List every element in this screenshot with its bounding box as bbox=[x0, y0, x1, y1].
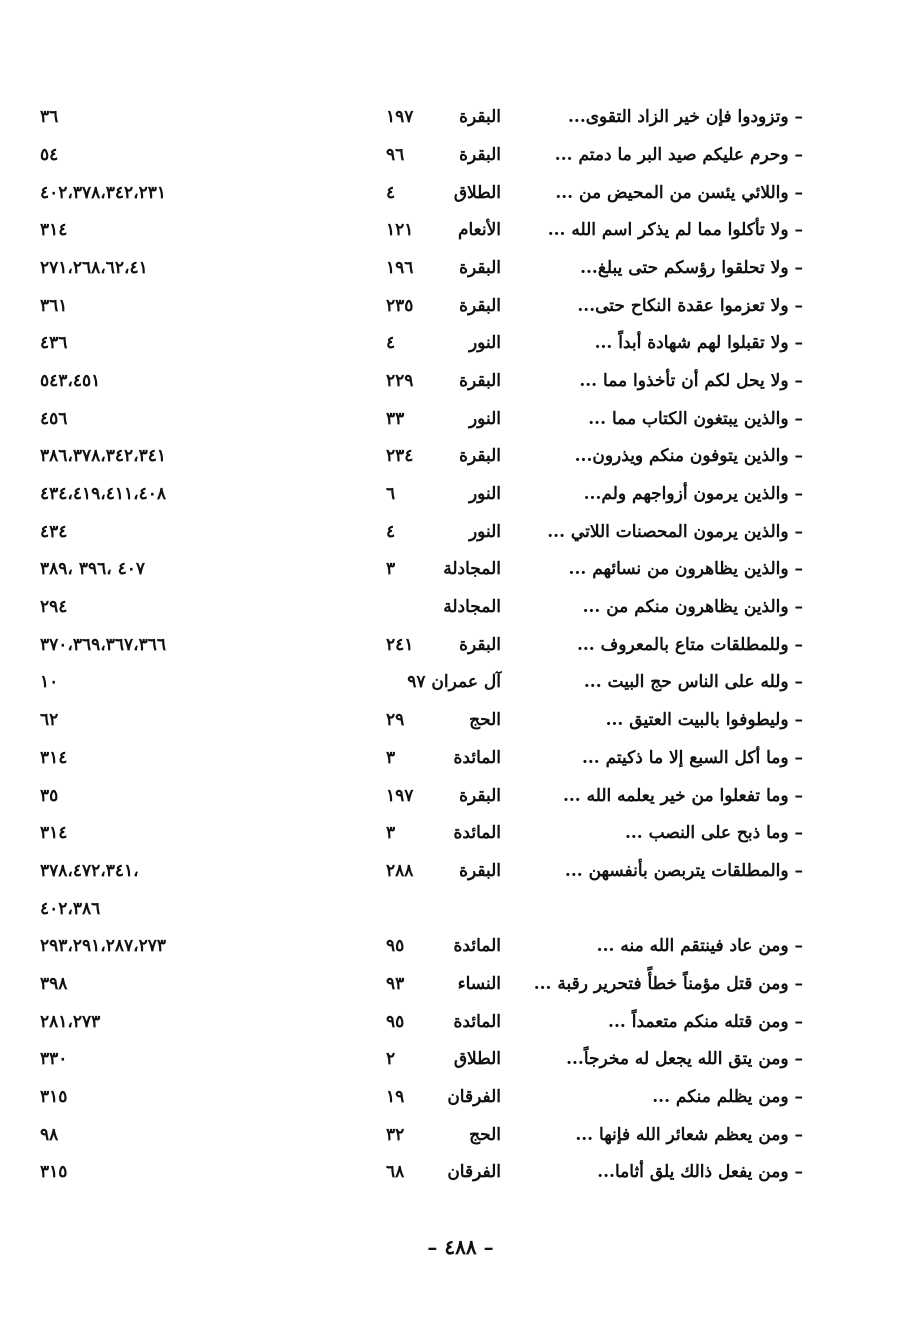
page-references: ٤٣٤،٤١٩،٤١١،٤٠٨ bbox=[40, 484, 167, 504]
surah-name: المائدة bbox=[453, 823, 501, 843]
surah-name: الأنعام bbox=[457, 220, 501, 240]
index-row bbox=[0, 741, 921, 775]
verse-text: – ولا تقبلوا لهم شهادة أبداً ... bbox=[594, 333, 803, 353]
index-row bbox=[0, 439, 921, 473]
verse-text: – ولا تعزموا عقدة النكاح حتى... bbox=[577, 296, 803, 316]
ayah-number: ٢٩ bbox=[386, 710, 405, 730]
ayah-number: ٢٣٤ bbox=[386, 446, 414, 466]
verse-text: – وما تفعلوا من خير يعلمه الله ... bbox=[562, 786, 803, 806]
surah-name: الفرقان bbox=[447, 1087, 501, 1107]
index-row bbox=[0, 1118, 921, 1152]
surah-name bbox=[421, 892, 501, 926]
page-references: ٥٤٣،٤٥١ bbox=[40, 371, 101, 391]
page-references: ٣٩٨ bbox=[40, 974, 68, 994]
ayah-number: ٤ bbox=[386, 522, 396, 542]
index-row bbox=[0, 213, 921, 247]
verse-text: – والمطلقات يتربصن بأنفسهن ... bbox=[564, 861, 803, 881]
verse-text: – ولله على الناس حج البيت ... bbox=[583, 672, 803, 692]
surah-name: الطلاق bbox=[453, 1049, 501, 1069]
surah-name: البقرة bbox=[459, 145, 501, 165]
page-references: ٤٣٦ bbox=[40, 333, 68, 353]
page-references: ٤٣٤ bbox=[40, 522, 68, 542]
verse-text: – وللمطلقات متاع بالمعروف ... bbox=[576, 635, 803, 655]
index-row bbox=[0, 892, 921, 926]
page-references: ٣٨٦،٣٧٨،٣٤٢،٣٤١ bbox=[40, 446, 167, 466]
ayah-number: ١٩ bbox=[386, 1087, 405, 1107]
surah-name: النور bbox=[468, 484, 501, 504]
index-row bbox=[0, 628, 921, 662]
surah-name: المجادلة bbox=[443, 597, 501, 617]
page-references: ٥٤ bbox=[40, 145, 59, 165]
surah-name: النساء bbox=[457, 974, 501, 994]
verse-text: – ولا تحلقوا رؤسكم حتى يبلغ... bbox=[580, 258, 803, 278]
verse-text: – ومن يظلم منكم ... bbox=[652, 1087, 803, 1107]
verse-text: – والذين يظاهرون من نسائهم ... bbox=[568, 559, 803, 579]
index-row bbox=[0, 552, 921, 586]
surah-name: البقرة bbox=[459, 635, 501, 655]
verse-text: – وما ذبح على النصب ... bbox=[624, 823, 803, 843]
verse-text: – ولا يحل لكم أن تأخذوا مما ... bbox=[579, 371, 803, 391]
surah-name: البقرة bbox=[459, 296, 501, 316]
surah-name: البقرة bbox=[459, 786, 501, 806]
ayah-number bbox=[386, 892, 426, 926]
page-references: ٣٧٠،٣٦٩،٣٦٧،٣٦٦ bbox=[40, 635, 167, 655]
page-references: ٣١٤ bbox=[40, 748, 68, 768]
ayah-number: ٩٦ bbox=[386, 145, 405, 165]
index-row bbox=[0, 703, 921, 737]
surah-name: النور bbox=[468, 522, 501, 542]
index-row bbox=[0, 590, 921, 624]
verse-text: – والذين يبتغون الكتاب مما ... bbox=[588, 409, 803, 429]
ayah-number: ٣٣ bbox=[386, 409, 405, 429]
ayah-number: ١٩٧ bbox=[386, 786, 414, 806]
ayah-number: ٣٢ bbox=[386, 1125, 405, 1145]
ayah-number: ٦٨ bbox=[386, 1162, 405, 1182]
index-row bbox=[0, 1042, 921, 1076]
page-references: ٣٥ bbox=[40, 786, 59, 806]
index-row bbox=[0, 100, 921, 134]
index-row bbox=[0, 854, 921, 888]
verse-text: – ومن يعظم شعائر الله فإنها ... bbox=[575, 1125, 803, 1145]
surah-name: البقرة bbox=[459, 107, 501, 127]
page-references: ٢٧١،٢٦٨،٦٢،٤١ bbox=[40, 258, 148, 278]
page-references: ١٠ bbox=[40, 672, 59, 692]
ayah-number: ٢٤١ bbox=[386, 635, 414, 655]
page-references: ،٣٧٨،٤٧٢،٣٤١ bbox=[40, 861, 139, 881]
page-references: ٢٩٤ bbox=[40, 597, 68, 617]
surah-name: الطلاق bbox=[453, 183, 501, 203]
page-references: ٣٦١ bbox=[40, 296, 68, 316]
ayah-number: ٩٥ bbox=[386, 936, 405, 956]
index-row bbox=[0, 402, 921, 436]
ayah-number: ٤ bbox=[386, 183, 396, 203]
verse-text: – وحرم عليكم صيد البر ما دمتم ... bbox=[554, 145, 803, 165]
index-row bbox=[0, 326, 921, 360]
surah-name: البقرة bbox=[459, 371, 501, 391]
surah-name: الفرقان bbox=[447, 1162, 501, 1182]
verse-text: – ومن قتل مؤمناً خطأً فتحرير رقبة ... bbox=[533, 974, 803, 994]
surah-name: البقرة bbox=[459, 861, 501, 881]
verse-text: – ومن يتق الله يجعل له مخرجاً... bbox=[566, 1049, 803, 1069]
page-references: ٣١٥ bbox=[40, 1162, 68, 1182]
surah-name: آل عمران ٩٧ bbox=[407, 672, 501, 692]
ayah-number: ٩٣ bbox=[386, 974, 405, 994]
page-references: ٤٠٢،٣٧٨،٣٤٢،٢٣١ bbox=[40, 183, 167, 203]
page-references: ٣١٤ bbox=[40, 220, 68, 240]
ayah-number bbox=[386, 590, 426, 624]
index-row bbox=[0, 779, 921, 813]
ayah-number: ٤ bbox=[386, 333, 396, 353]
index-row bbox=[0, 176, 921, 210]
verse-text: – وليطوفوا بالبيت العتيق ... bbox=[605, 710, 803, 730]
page-references: ٩٨ bbox=[40, 1125, 59, 1145]
ayah-number: ٢ bbox=[386, 1049, 396, 1069]
index-row bbox=[0, 967, 921, 1001]
surah-name: الحج bbox=[469, 710, 501, 730]
verse-text: – ومن يفعل ذالك يلق أثاما... bbox=[597, 1162, 803, 1182]
page-references: ٣٣٠ bbox=[40, 1049, 68, 1069]
index-row bbox=[0, 364, 921, 398]
surah-name: النور bbox=[468, 409, 501, 429]
index-row bbox=[0, 1155, 921, 1189]
index-row bbox=[0, 477, 921, 511]
verse-text bbox=[503, 892, 803, 926]
surah-name: النور bbox=[468, 333, 501, 353]
index-row bbox=[0, 251, 921, 285]
ayah-number: ٩٥ bbox=[386, 1012, 405, 1032]
surah-name: البقرة bbox=[459, 258, 501, 278]
surah-name: المائدة bbox=[453, 936, 501, 956]
surah-name: الحج bbox=[469, 1125, 501, 1145]
ayah-number: ٢٢٩ bbox=[386, 371, 414, 391]
page-references: ٣١٥ bbox=[40, 1087, 68, 1107]
verse-text: – ومن قتله منكم متعمداً ... bbox=[608, 1012, 803, 1032]
index-row bbox=[0, 816, 921, 850]
ayah-number: ٣ bbox=[386, 823, 396, 843]
verse-text: – والذين يظاهرون منكم من ... bbox=[582, 597, 803, 617]
page-references: ٦٢ bbox=[40, 710, 59, 730]
verse-text: – وتزودوا فإن خير الزاد التقوى... bbox=[568, 107, 803, 127]
page-references: ٢٩٣،٢٩١،٢٨٧،٢٧٣ bbox=[40, 936, 167, 956]
surah-name: المائدة bbox=[453, 1012, 501, 1032]
page-references: ٣٦ bbox=[40, 107, 59, 127]
verse-text: – وما أكل السبع إلا ما ذكيتم ... bbox=[581, 748, 803, 768]
ayah-number: ١٩٧ bbox=[386, 107, 414, 127]
index-row bbox=[0, 929, 921, 963]
surah-name: البقرة bbox=[459, 446, 501, 466]
page-references: ٤٥٦ bbox=[40, 409, 68, 429]
page-references: ٣١٤ bbox=[40, 823, 68, 843]
ayah-number: ١٢١ bbox=[386, 220, 414, 240]
verse-text: – ولا تأكلوا مما لم يذكر اسم الله ... bbox=[547, 220, 803, 240]
page-references: ٤٠٧ ،٣٩٦ ،٣٨٩ bbox=[40, 559, 146, 579]
verse-text: – والذين يرمون أزواجهم ولم... bbox=[583, 484, 803, 504]
page-references: ٤٠٢،٣٨٦ bbox=[40, 899, 101, 919]
surah-name: المائدة bbox=[453, 748, 501, 768]
verse-text: – والذين يرمون المحصنات اللاتي ... bbox=[547, 522, 803, 542]
verse-text: – والذين يتوفون منكم ويذرون... bbox=[574, 446, 803, 466]
index-row bbox=[0, 1080, 921, 1114]
ayah-number: ٦ bbox=[386, 484, 396, 504]
index-row bbox=[0, 138, 921, 172]
surah-name: المجادلة bbox=[443, 559, 501, 579]
ayah-number: ١٩٦ bbox=[386, 258, 414, 278]
index-row bbox=[0, 1005, 921, 1039]
page-number: – ٤٨٨ – bbox=[427, 1235, 494, 1259]
index-row bbox=[0, 665, 921, 699]
ayah-number: ٣ bbox=[386, 748, 396, 768]
page-references: ٢٨١،٢٧٣ bbox=[40, 1012, 101, 1032]
index-row bbox=[0, 515, 921, 549]
ayah-number: ٢٣٥ bbox=[386, 296, 414, 316]
verse-text: – ومن عاد فينتقم الله منه ... bbox=[596, 936, 803, 956]
index-row bbox=[0, 289, 921, 323]
ayah-number: ٣ bbox=[386, 559, 396, 579]
verse-text: – واللائي يئسن من المحيض من ... bbox=[555, 183, 803, 203]
ayah-number: ٢٨٨ bbox=[386, 861, 414, 881]
ayah-number bbox=[386, 665, 426, 699]
